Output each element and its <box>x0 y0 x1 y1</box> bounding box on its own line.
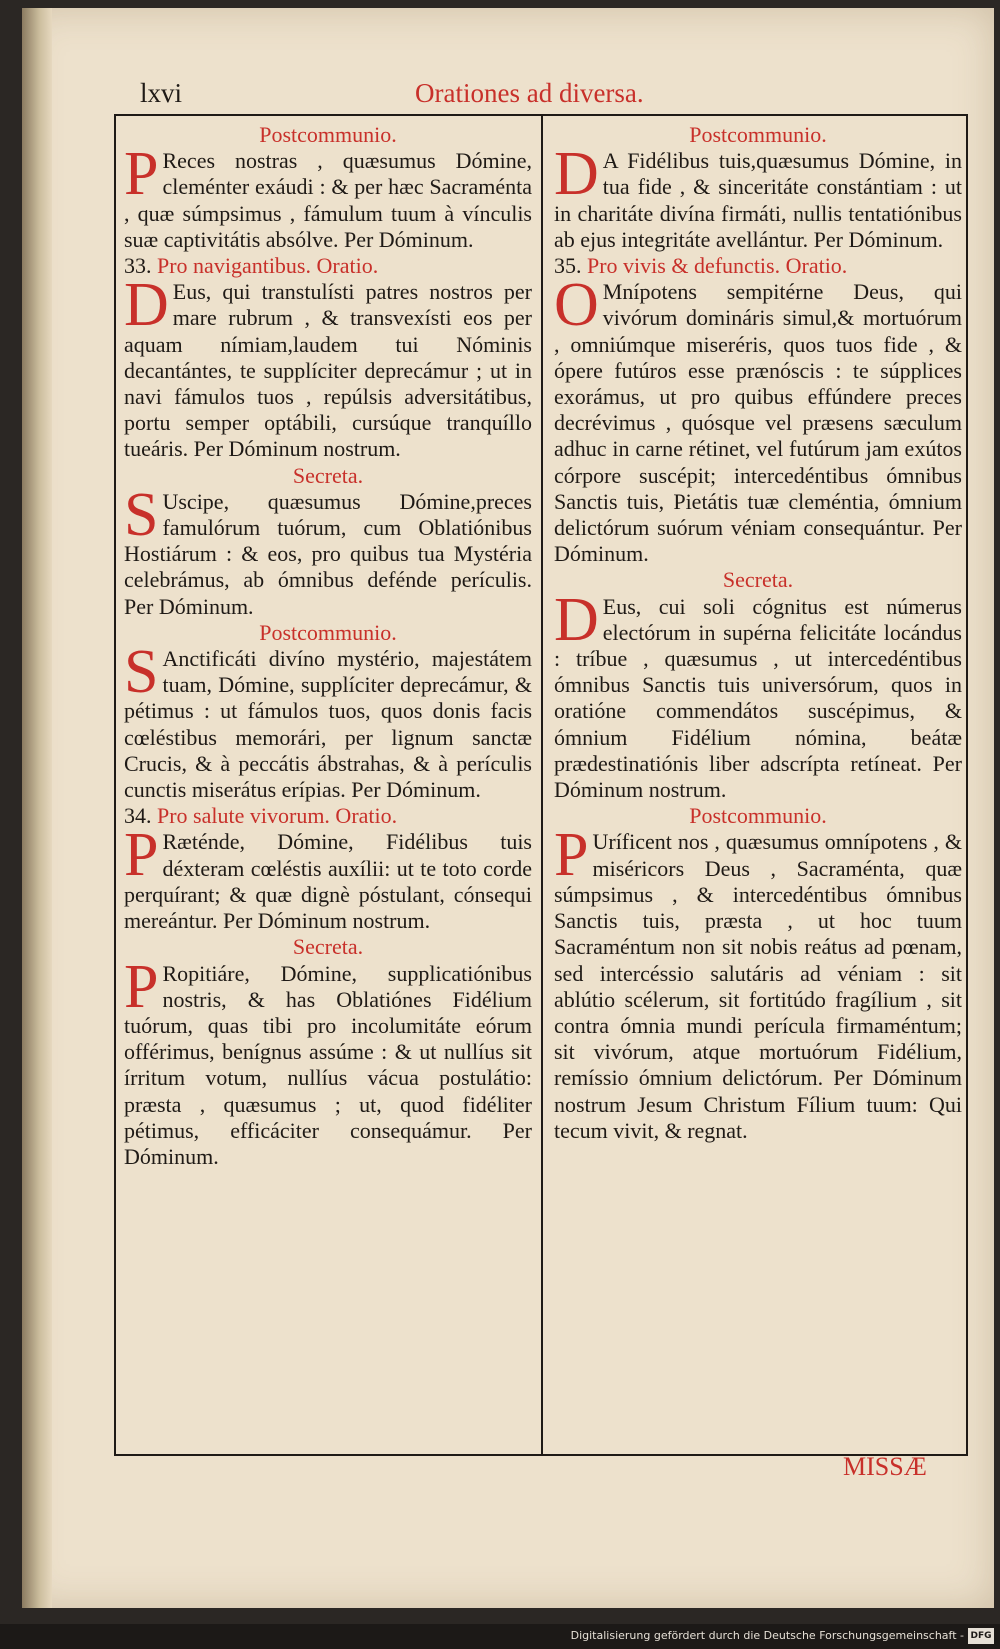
digitization-footer <box>0 1624 1000 1649</box>
drop-cap-initial: P <box>124 821 159 890</box>
drop-cap-initial: S <box>124 480 159 549</box>
prayer-body: Reces nostras , quæsumus Dómine, cleménter exáudi : & per hæc Sacraménta , quæ súmpsimus , fámulum tuum à vínculis suæ captivitátis absólve. Per Dóminum. <box>124 148 532 252</box>
page-binding-edge <box>22 8 52 1608</box>
dfg-logo-icon: DFG <box>968 1628 994 1644</box>
prayer-body: Ropitiáre, Dómine, supplicatiónibus nostris, & has Oblatiónes Fidélium tuórum, quas tibi pro incolumitáte eórum offérimus, benígnus assúme : & ut nullíus sit írritum votum, nullíus vácua postulátio: præsta , quæsumus ; ut, quod fidéliter pétimus, efficáciter consequámur. Per Dóminum. <box>124 960 532 1169</box>
prayer-text <box>124 952 532 1171</box>
left-column <box>124 122 532 1170</box>
prayer-body: A Fidélibus tuis,quæsumus Dómine, in tua fide , & sinceritáte constántiam : ut in charitáte divína firmáti, nullis tentatiónibus ab ejus integritáte avellántur. Per Dóminum. <box>554 148 962 252</box>
prayer-text <box>124 140 532 253</box>
drop-cap-initial: P <box>124 140 159 209</box>
section-number: 34. <box>124 803 152 829</box>
section-title: Pro navigantibus. Oratio. <box>157 253 379 279</box>
section-heading <box>124 803 532 829</box>
prayer-body: Mnípotens sempitérne Deus, qui vivórum domináris simul,& mortuórum , omniúmque miseréris, quos tuos fide , & ópere futúros esse prænóscis : te súpplices exorámus, ut pro quibus effúndere preces decrévimus , quósque vel præsens sæculum adhuc in carne rétinet, vel futúrum jam exútos córpore suscépit; intercedéntibus ómnibus Sanctis tuis, Pietátis tuæ cleméntia, ómnium delictórum suórum véniam consequántur. Per Dóminum. <box>554 279 962 567</box>
prayer-text <box>554 585 962 804</box>
drop-cap-initial: O <box>554 271 599 340</box>
prayer-body: Ræténde, Dómine, Fidélibus tuis déxteram cœléstis auxílii: ut te toto corde perquírant; & quæ dignè póstulant, cónsequi mereántur. Per Dóminum nostrum. <box>124 829 532 934</box>
running-title: Orationes ad diversa. <box>415 78 644 108</box>
postcommunio-heading: Postcommunio. <box>689 122 827 147</box>
page-header <box>140 78 960 114</box>
prayer-body: Eus, qui transtulísti patres nostros per mare rubrum , & transvexísti eos per aquam nímiam,laudem tui Nóminis decantántes, te supplíciter deprecámur ; ut in navi fámulos tuos , repúlsis adversitátibus, portu semper optábili, cursúque tranquíllo tueáris. Per Dóminum nostrum. <box>124 279 532 462</box>
drop-cap-initial: P <box>554 821 589 890</box>
drop-cap-initial: D <box>124 271 169 340</box>
secreta-heading: Secreta. <box>292 462 364 488</box>
section-heading <box>124 253 532 279</box>
drop-cap-initial: D <box>554 140 599 209</box>
section-number: 35. <box>554 253 582 279</box>
postcommunio-heading: Postcommunio. <box>689 803 827 829</box>
drop-cap-initial: D <box>554 585 599 654</box>
prayer-body: Anctificáti divíno mystério, majestátem tuam, Dómine, supplíciter deprecámur, & pétimus : ut fámulos tuos, quos donis facis cœléstibus memorári, per lignum sanctæ Crucis, & à peccátis ábstrahas, & à perículis cunctis miserátus erípias. Per Dóminum. <box>124 646 532 803</box>
section-title: Pro salute vivorum. Oratio. <box>157 803 398 829</box>
secreta-heading: Secreta. <box>722 567 794 593</box>
prayer-body: Eus, cui soli cógnitus est númerus electórum in supérna felicitáte locándus : tríbue , quæsumus , ut intercedéntibus ómnibus Sanctis tuis universórum, quos in oratióne commendátos suscépimus, & ómnium Fidélium nómina, beátæ prædestinatiónis liber adscrípta retíneat. Per Dóminum nostrum. <box>554 593 962 803</box>
right-column <box>554 122 962 1144</box>
prayer-text <box>124 638 532 803</box>
section-heading <box>554 253 962 279</box>
prayer-body: Uscipe, quæsumus Dómine,preces famulórum tuórum, cum Oblatiónibus Hostiárum : & eos, pro quibus tua Mystéria celebrámus, ab ómnibus defénde perículis. Per Dóminum. <box>124 488 532 619</box>
prayer-text <box>124 821 532 934</box>
prayer-text <box>554 271 962 567</box>
prayer-text <box>554 821 962 1143</box>
postcommunio-heading: Postcommunio. <box>259 122 397 147</box>
prayer-text <box>124 271 532 462</box>
prayer-text <box>124 480 532 620</box>
folio-number: lxvi <box>140 78 183 108</box>
section-title: Pro vivis & defunctis. Oratio. <box>587 253 848 279</box>
prayer-body: Uríficent nos , quæsumus omnípotens , & miséricors Deus , Sacraménta, quæ súmpsimus , & intercedéntibus ómnibus Sanctis tuis, præsta , ut hoc tuum Sacraméntum non sit nobis reátus ad pœnam, sed intercéssio salutáris ad véniam : sit ablútio scélerum, sit fortitúdo fragílium , sit contra ómnia mundi perícula firmaméntum; sit vivórum, atque mortuórum Fidélium, remíssio ómnium delictórum. Per Dóminum nostrum Jesum Christum Fílium tuum: Qui tecum vivit, & regnat. <box>554 829 962 1143</box>
column-divider <box>541 116 543 1454</box>
drop-cap-initial: P <box>124 952 159 1021</box>
funding-credit: Digitalisierung gefördert durch die Deutsche Forschungsgemeinschaft - <box>570 1629 964 1642</box>
postcommunio-heading: Postcommunio. <box>259 619 397 645</box>
secreta-heading: Secreta. <box>292 934 364 960</box>
catchword: MISSÆ <box>843 1452 927 1481</box>
section-number: 33. <box>124 253 152 279</box>
drop-cap-initial: S <box>124 638 159 707</box>
text-frame <box>114 114 968 1456</box>
prayer-text <box>554 140 962 253</box>
